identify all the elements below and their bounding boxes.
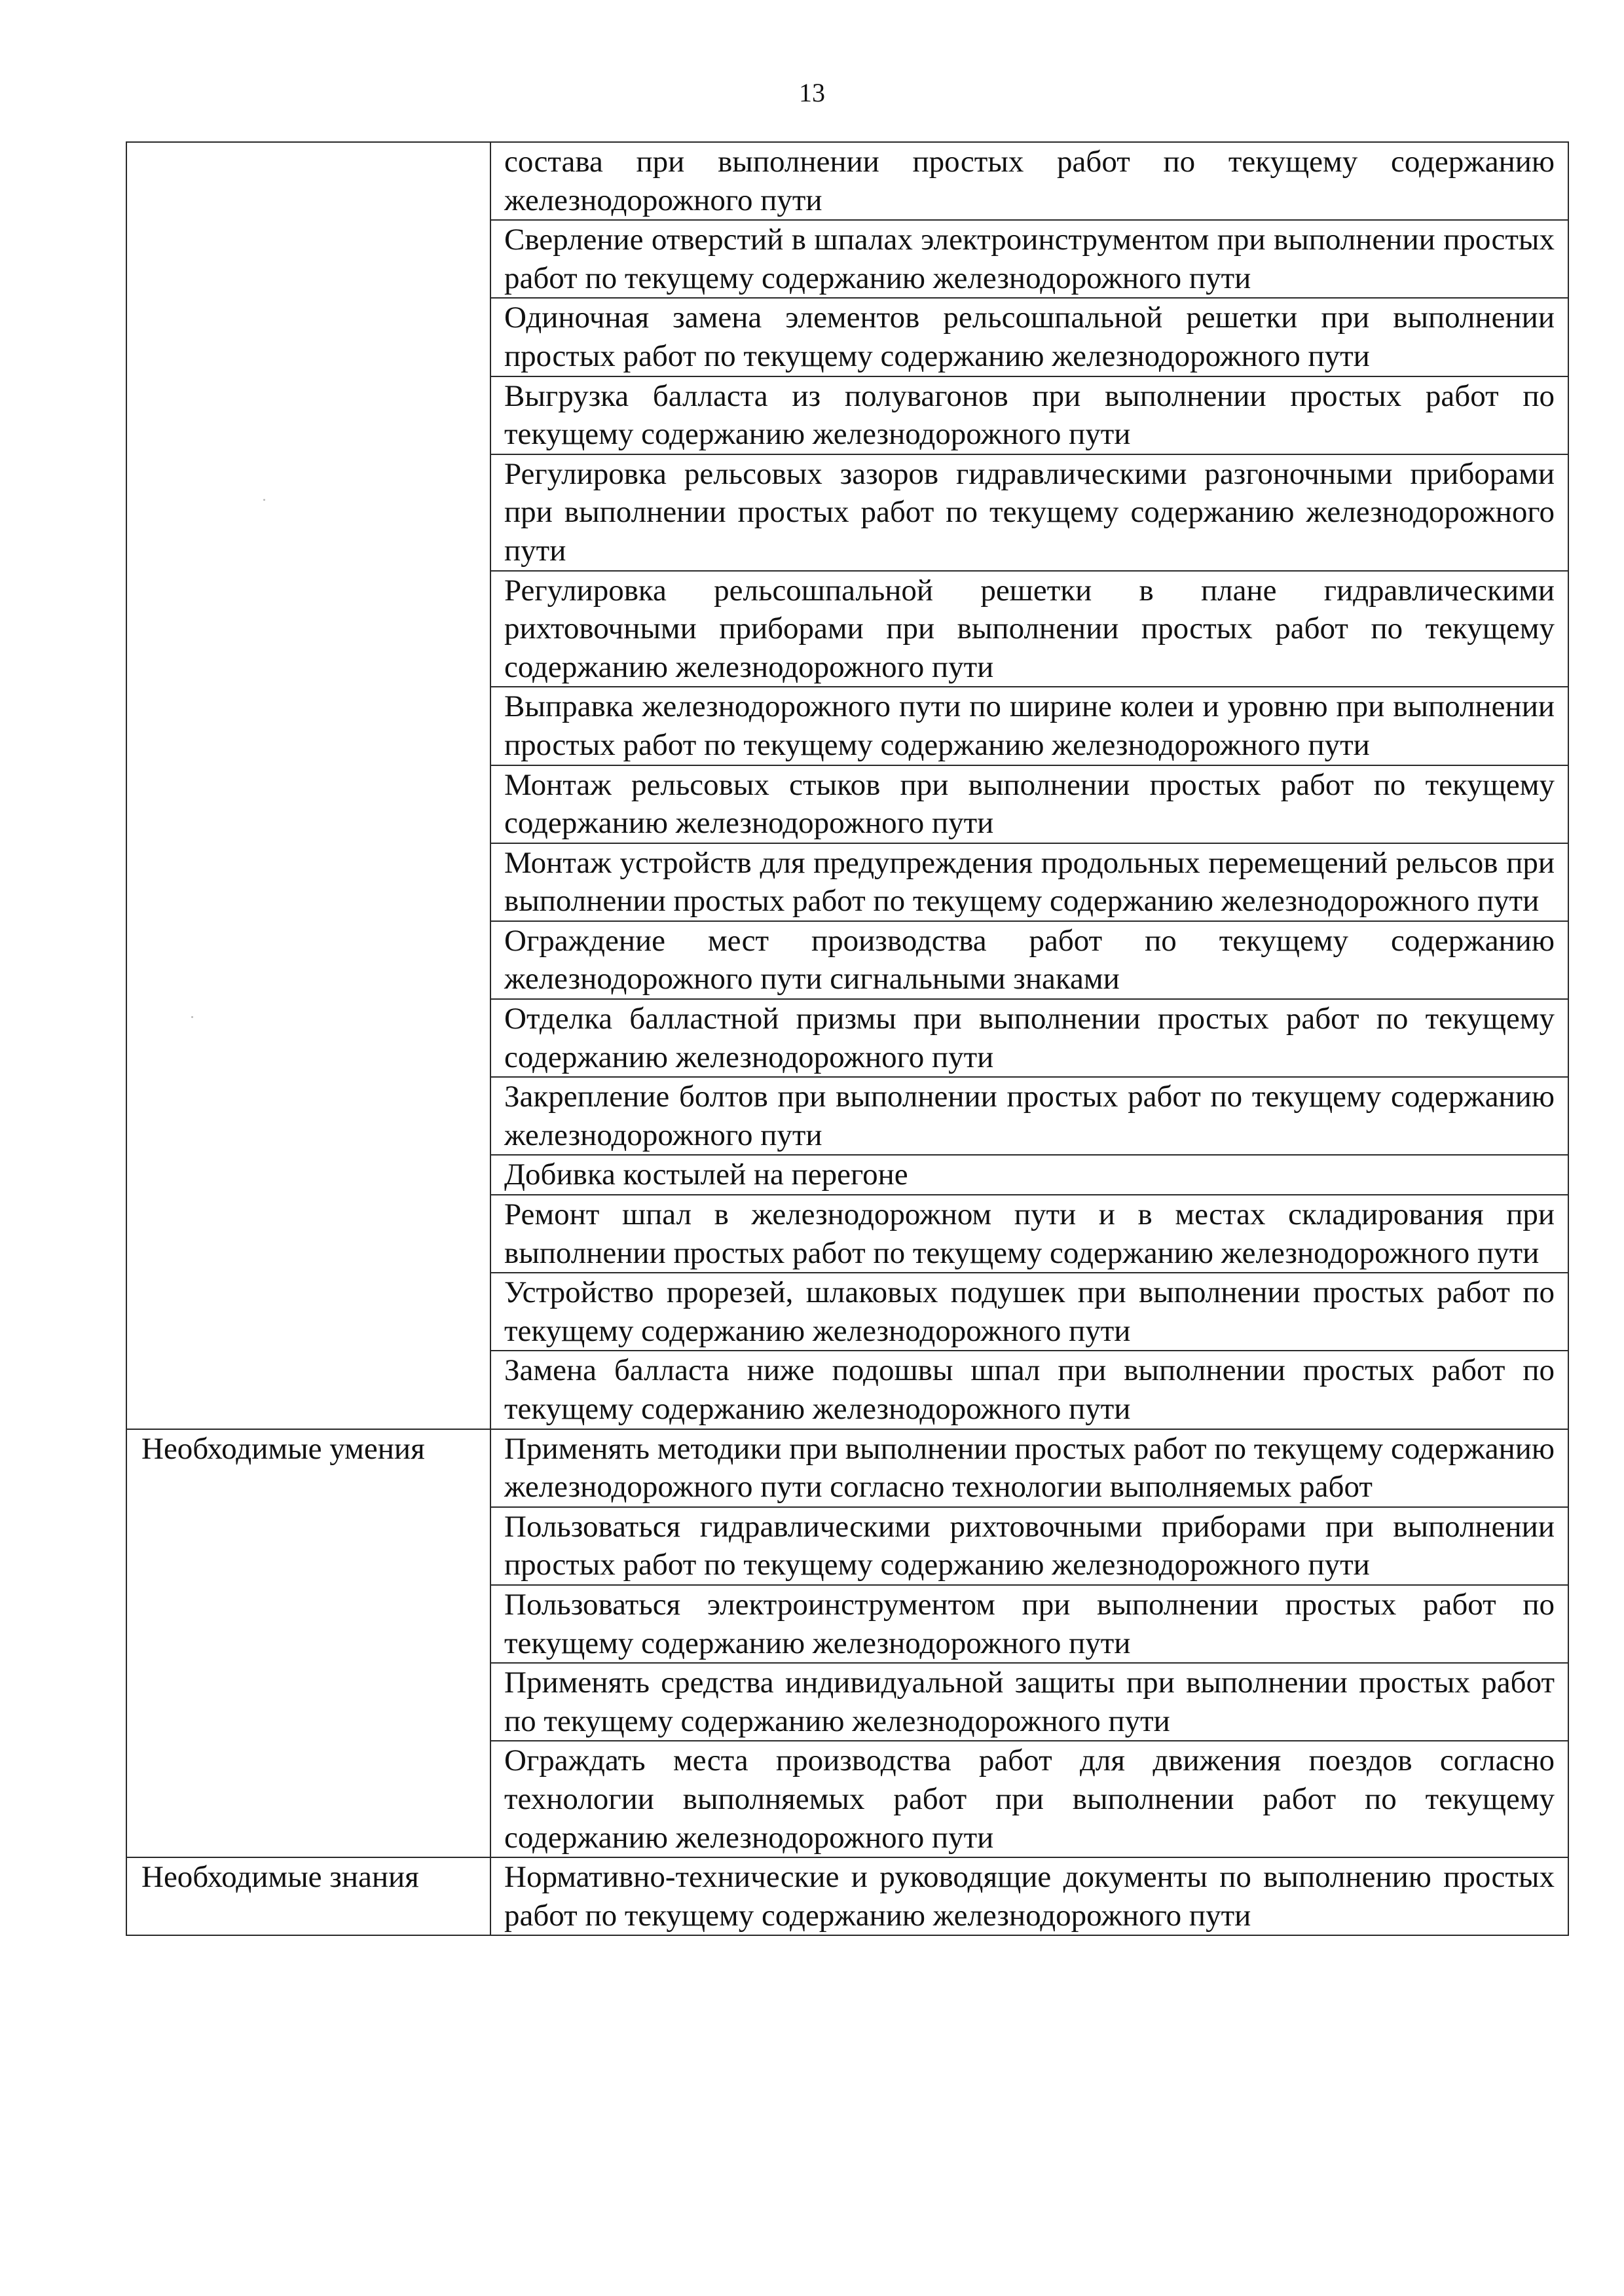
item-cell (490, 687, 1568, 765)
item-text: Закрепление болтов при выполнении простых работ по текущему содержанию железнодорожного пути (504, 1080, 1555, 1152)
item-text: Выгрузка балласта из полувагонов при выполнении простых работ по текущему содержанию железнодорожного пути (504, 378, 1555, 452)
item-cell (490, 1663, 1568, 1741)
item-text: Монтаж устройств для предупреждения продольных перемещений рельсов при выполнении простых работ по текущему содержанию железнодорожного пути (504, 845, 1555, 919)
group-label: Необходимые умения (141, 1431, 425, 1466)
item-text: Нормативно-технические и руководящие документы по выполнению простых работ по текущему содержанию железнодорожного пути (504, 1860, 1555, 1933)
item-text: Ремонт шпал в железнодорожном пути и в местах складирования при выполнении простых работ по текущему содержанию железнодорожного пути (504, 1197, 1555, 1270)
item-text: Регулировка рельсовых зазоров гидравлическими разгоночными приборами при выполнении простых работ по текущему содержанию железнодорожного пути (504, 456, 1555, 568)
item-text: Пользоваться электроинструментом при выполнении простых работ по текущему содержанию железнодорожного пути (504, 1587, 1555, 1660)
group-label-cell (126, 1429, 490, 1858)
item-cell (490, 1507, 1568, 1585)
group-label-cell (126, 1857, 490, 1935)
item-cell (490, 921, 1568, 999)
item-cell (490, 220, 1568, 298)
item-cell (490, 765, 1568, 843)
item-cell (490, 1857, 1568, 1935)
item-cell (490, 1351, 1568, 1429)
page-number: 13 (799, 78, 825, 107)
item-cell (490, 454, 1568, 571)
item-text: Применять методики при выполнении простых работ по текущему содержанию железнодорожного пути согласно технологии выполняемых работ (504, 1431, 1555, 1504)
group-label-cell (126, 142, 490, 1429)
item-cell (490, 1077, 1568, 1155)
table-body (126, 142, 1568, 1935)
item-cell (490, 571, 1568, 687)
item-text: Применять средства индивидуальной защиты при выполнении простых работ по текущему содержанию железнодорожного пути (504, 1666, 1555, 1738)
item-text: Одиночная замена элементов рельсошпальной решетки при выполнении простых работ по текущему содержанию железнодорожного пути (504, 301, 1555, 373)
item-cell (490, 1429, 1568, 1507)
item-cell (490, 142, 1568, 220)
item-cell (490, 1741, 1568, 1857)
item-text: Монтаж рельсовых стыков при выполнении простых работ по текущему содержанию железнодорожного пути (504, 767, 1555, 841)
item-text: Ограждение мест производства работ по текущему содержанию железнодорожного пути сигнальными знаками (504, 923, 1555, 996)
scan-speck (263, 499, 265, 501)
item-text: состава при выполнении простых работ по текущему содержанию железнодорожного пути (504, 145, 1555, 217)
item-text: Добивка костылей на перегоне (504, 1157, 908, 1192)
competency-table (126, 141, 1569, 1936)
item-text: Сверление отверстий в шпалах электроинструментом при выполнении простых работ по текущему содержанию железнодорожного пути (504, 223, 1555, 295)
item-text: Выправка железнодорожного пути по ширине колеи и уровню при выполнении простых работ по текущему содержанию железнодорожного пути (504, 689, 1555, 762)
item-cell (490, 298, 1568, 376)
item-cell (490, 1195, 1568, 1273)
item-text: Отделка балластной призмы при выполнении простых работ по текущему содержанию железнодорожного пути (504, 1002, 1555, 1074)
item-cell (490, 1273, 1568, 1351)
item-text: Устройство прорезей, шлаковых подушек при выполнении простых работ по текущему содержанию железнодорожного пути (504, 1275, 1555, 1348)
table-row (126, 1857, 1568, 1935)
group-label: Необходимые знания (141, 1860, 419, 1895)
item-cell (490, 1155, 1568, 1195)
scan-speck (191, 1016, 193, 1018)
item-cell (490, 1585, 1568, 1663)
item-text: Ограждать места производства работ для движения поездов согласно технологии выполняемых работ при выполнении работ по текущему содержанию железнодорожного пути (504, 1743, 1555, 1855)
table-row (126, 1429, 1568, 1507)
table-row (126, 142, 1568, 220)
item-text: Регулировка рельсошпальной решетки в плане гидравлическими рихтовочными приборами при выполнении простых работ по текущему содержанию железнодорожного пути (504, 573, 1555, 684)
item-cell (490, 999, 1568, 1077)
item-cell (490, 376, 1568, 454)
item-cell (490, 843, 1568, 921)
item-text: Замена балласта ниже подошвы шпал при выполнении простых работ по текущему содержанию железнодорожного пути (504, 1353, 1555, 1426)
item-text: Пользоваться гидравлическими рихтовочными приборами при выполнении простых работ по текущему содержанию железнодорожного пути (504, 1509, 1555, 1582)
